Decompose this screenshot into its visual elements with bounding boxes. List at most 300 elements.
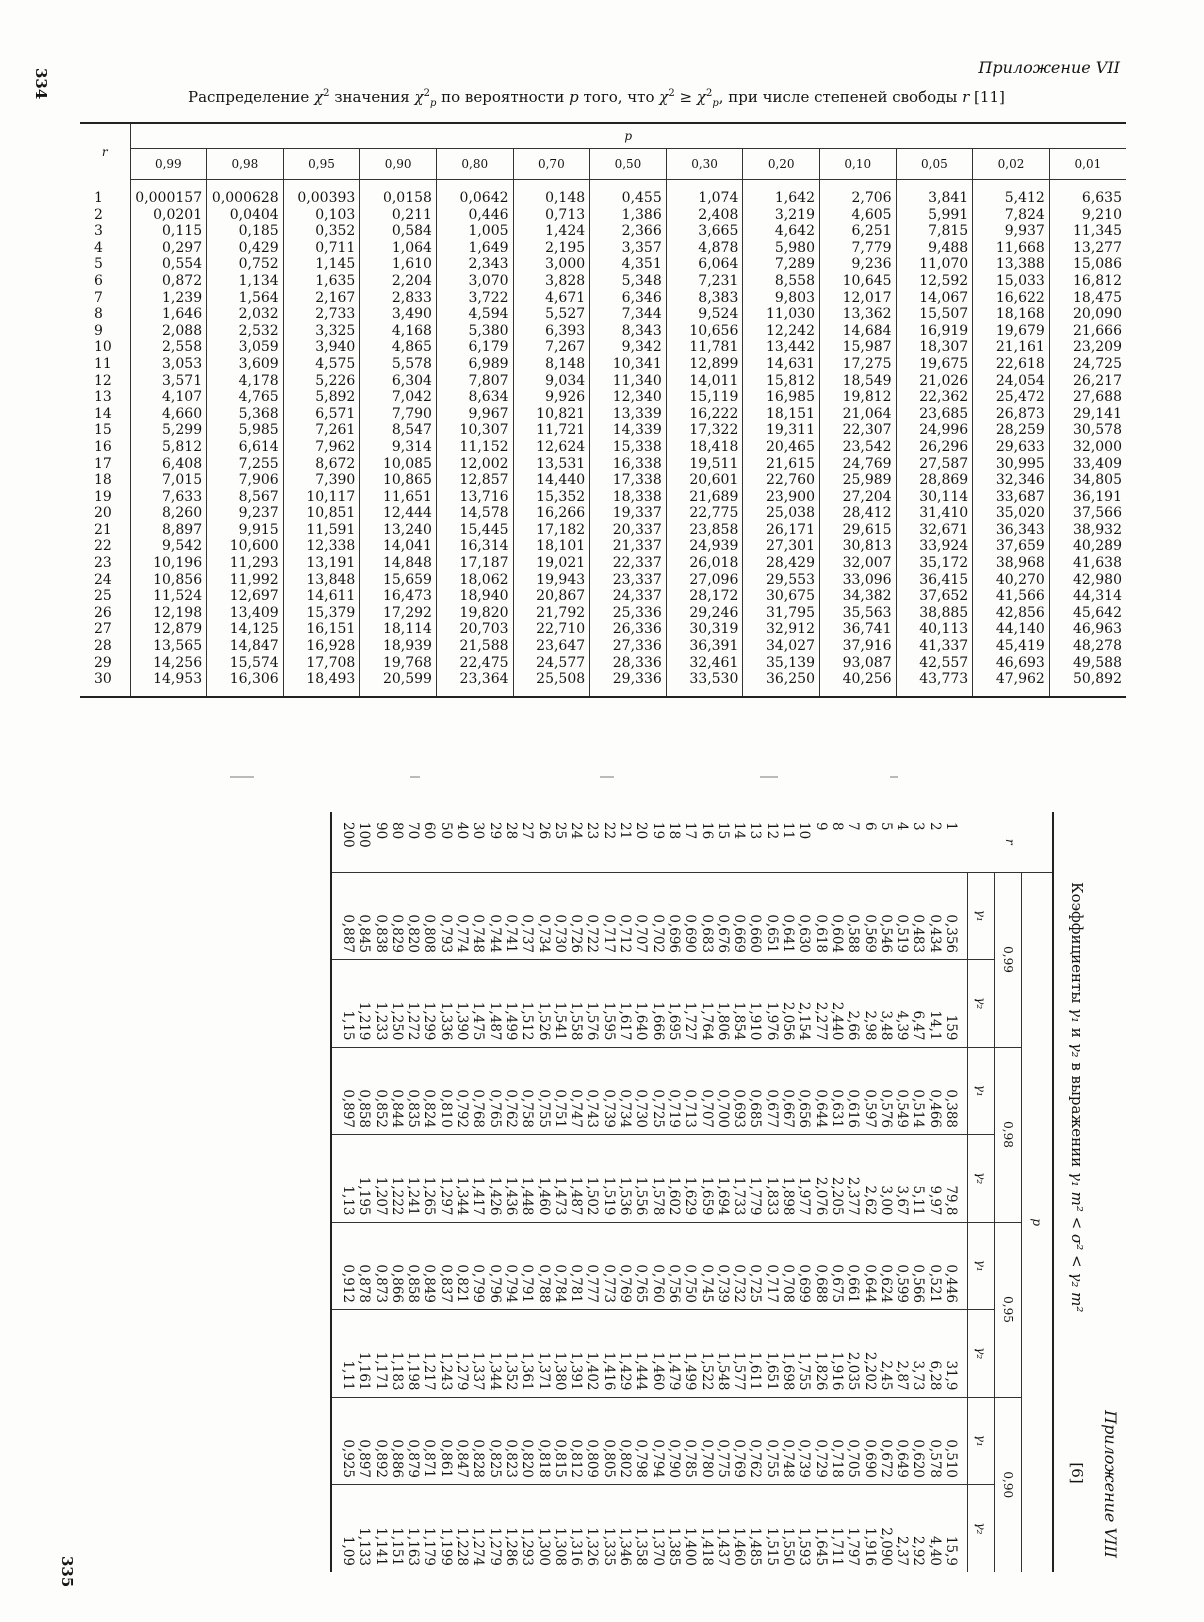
cell-value: 0,858	[356, 1047, 372, 1135]
cell-value: 14,011	[666, 373, 743, 390]
cell-value: 8,343	[590, 323, 667, 340]
cell-value: 6,635	[1081, 190, 1122, 206]
cell-value: 43,773	[896, 671, 973, 697]
cell-value: 1,346	[617, 1527, 634, 1566]
cell-value: 1,344	[486, 1310, 502, 1398]
table-row	[80, 406, 1126, 423]
cell-value: 0,732	[731, 1222, 747, 1310]
cell-degrees: 11	[780, 812, 796, 872]
table-row	[878, 812, 894, 1572]
cell-value: 0,429	[207, 240, 284, 257]
table-row	[763, 812, 779, 1572]
cell-value: 18,493	[283, 671, 360, 697]
cell-value: 14,041	[360, 538, 437, 555]
cell-value: 10,085	[360, 456, 437, 473]
cell-value: 0,739	[600, 1047, 616, 1135]
cell-value: 2,87	[894, 1310, 910, 1398]
cell-value: 12,340	[590, 389, 667, 406]
cell-value: 21,588	[436, 638, 513, 655]
table-row	[80, 240, 1126, 257]
cell-degrees: 21	[80, 522, 130, 539]
cell-value: 16,919	[896, 323, 973, 340]
cell-value: 0,588	[845, 872, 861, 960]
cell-value: 10,821	[513, 406, 590, 423]
cell-value: 1,358	[633, 1527, 650, 1566]
cell-value: 1,265	[421, 1135, 437, 1223]
cell-value: 25,989	[819, 472, 896, 489]
cell-value: 0,765	[633, 1222, 649, 1310]
cell-value: 1,250	[389, 960, 405, 1048]
cell-value: 3,059	[207, 339, 284, 356]
cell-value: 8,547	[360, 422, 437, 439]
cell-value: 21,689	[666, 489, 743, 506]
cell-value: 2,92	[910, 1535, 927, 1566]
cell-value: 15,574	[207, 655, 284, 672]
header-gamma: γ₂	[968, 960, 995, 1048]
cell-value: 0,780	[698, 1397, 714, 1485]
cell-value: 0,861	[438, 1397, 454, 1485]
cell-value: 33,924	[896, 538, 973, 555]
cell-value: 1,640	[633, 960, 649, 1048]
table-row	[80, 538, 1126, 555]
cell-degrees: 3	[80, 223, 130, 240]
cell-value: 12,899	[666, 356, 743, 373]
cell-value: 26,336	[590, 621, 667, 638]
cell-value: 12,338	[283, 538, 360, 555]
cell-value: 23,209	[1073, 339, 1122, 356]
cell-value: 0,774	[454, 872, 470, 960]
cell-value: 10,341	[590, 356, 667, 373]
cell-value: 24,769	[819, 456, 896, 473]
cell-value: 0,762	[503, 1047, 519, 1135]
cell-value: 22,760	[743, 472, 820, 489]
cell-value: 0,897	[356, 1397, 372, 1485]
cell-value: 7,906	[207, 472, 284, 489]
cell-value: 2,035	[845, 1310, 861, 1398]
cell-value: 45,419	[973, 638, 1050, 655]
cell-value: 15,033	[973, 273, 1050, 290]
cell-value: 2,343	[436, 256, 513, 273]
cell-value: 30,578	[1073, 422, 1122, 439]
cell-value: 16,222	[666, 406, 743, 423]
cell-degrees: 90	[372, 812, 388, 872]
cell-value: 0,739	[715, 1222, 731, 1310]
cell-degrees: 200	[331, 812, 356, 872]
cell-value: 1,286	[502, 1527, 519, 1566]
cell-value: 0,823	[503, 1397, 519, 1485]
cell-degrees: 13	[80, 389, 130, 406]
cell-value: 12,198	[130, 605, 207, 622]
cell-value: 14,067	[896, 290, 973, 307]
cell-degrees: 16	[698, 812, 714, 872]
cell-value: 0,794	[649, 1397, 665, 1485]
cell-degrees: 24	[80, 572, 130, 589]
cell-degrees: 17	[682, 812, 698, 872]
header-gamma: γ₂	[968, 1485, 995, 1573]
cell-degrees: 20	[80, 505, 130, 522]
cell-value: 0,805	[600, 1397, 616, 1485]
cell-value: 1,344	[454, 1135, 470, 1223]
cell-value: 1,326	[584, 1527, 601, 1566]
cell-value: 1,512	[519, 960, 535, 1048]
cell-value: 0,847	[454, 1397, 470, 1485]
cell-value: 27,688	[1073, 389, 1122, 406]
cell-value: 0,725	[747, 1222, 763, 1310]
cell-value: 3,490	[360, 306, 437, 323]
cell-value: 1,448	[519, 1135, 535, 1223]
cell-value: 6,304	[360, 373, 437, 390]
cell-value: 0,669	[731, 872, 747, 960]
cell-value: 19,820	[436, 605, 513, 622]
cell-degrees: 18	[666, 812, 682, 872]
cell-value: 0,620	[910, 1397, 926, 1485]
cell-value: 1,272	[405, 960, 421, 1048]
cell-value: 32,346	[973, 472, 1050, 489]
cell-value: 1,13	[331, 1135, 356, 1223]
cell-degrees: 28	[80, 638, 130, 655]
cell-degrees: 20	[633, 812, 649, 872]
cell-value: 1,617	[617, 960, 633, 1048]
cell-value: 1,910	[747, 960, 763, 1048]
appendix-vii-label: Приложение VII	[978, 58, 1120, 77]
cell-value: 1,299	[421, 960, 437, 1048]
cell-value: 10,196	[130, 555, 207, 572]
cell-value: 0,912	[331, 1222, 356, 1310]
cell-value: 1,646	[130, 306, 207, 323]
header-p: p	[1022, 872, 1054, 1572]
cell-value: 37,916	[819, 638, 896, 655]
cell-value: 23,858	[666, 522, 743, 539]
cell-value: 3,357	[590, 240, 667, 257]
table-row	[80, 555, 1126, 572]
table-row	[80, 489, 1126, 506]
cell-value: 36,191	[1073, 488, 1122, 505]
cell-value: 4,40	[926, 1535, 943, 1566]
cell-value: 19,812	[819, 389, 896, 406]
cell-value: 20,601	[666, 472, 743, 489]
cell-value: 5,812	[130, 439, 207, 456]
cell-value: 9,314	[360, 439, 437, 456]
cell-value: 14,578	[436, 505, 513, 522]
table-row	[552, 812, 568, 1572]
cell-degrees: 30	[470, 812, 486, 872]
cell-degrees: 21	[617, 812, 633, 872]
cell-value: 0,644	[812, 1047, 828, 1135]
table-row	[80, 588, 1126, 605]
cell-value: 0,886	[389, 1397, 405, 1485]
cell-value: 0,824	[421, 1047, 437, 1135]
header-probability: 0,80	[436, 149, 513, 180]
cell-value: 3,828	[513, 273, 590, 290]
cell-value: 1,977	[796, 1135, 812, 1223]
cell-value: 1,733	[731, 1135, 747, 1223]
cell-degrees: 4	[80, 240, 130, 257]
table-row	[519, 812, 535, 1572]
cell-value: 1,385	[665, 1527, 682, 1566]
cell-value: 32,007	[819, 555, 896, 572]
cell-value: 0,356	[943, 872, 968, 960]
cell-value: 22,475	[436, 655, 513, 672]
cell-value: 7,344	[590, 306, 667, 323]
cell-value: 0,699	[796, 1222, 812, 1310]
cell-value: 7,779	[819, 240, 896, 257]
cell-value: 0,781	[568, 1222, 584, 1310]
cell-value: 0,651	[763, 872, 779, 960]
cell-value: 1,337	[470, 1310, 486, 1398]
cell-degrees: 6	[80, 273, 130, 290]
cell-value: 0,809	[584, 1397, 600, 1485]
cell-value: 0,769	[617, 1222, 633, 1310]
cell-value: 18,151	[743, 406, 820, 423]
cell-value: 0,702	[649, 872, 665, 960]
cell-degrees: 4	[894, 812, 910, 872]
cell-value: 21,026	[896, 373, 973, 390]
cell-value: 46,693	[973, 655, 1050, 672]
cell-value: 1,316	[568, 1527, 585, 1566]
chi-square-grid	[80, 122, 1126, 698]
cell-value: 15,812	[743, 373, 820, 390]
cell-value: 0,739	[796, 1397, 812, 1485]
cell-value: 0,897	[331, 1047, 356, 1135]
cell-value: 21,161	[973, 339, 1050, 356]
cell-value: 15,379	[283, 605, 360, 622]
cell-value: 0,828	[470, 1397, 486, 1485]
cell-value: 6,251	[819, 223, 896, 240]
cell-value: 6,179	[436, 339, 513, 356]
cell-degrees: 5	[80, 256, 130, 273]
cell-value: 38,932	[1073, 521, 1122, 538]
header-probability: 0,90	[360, 149, 437, 180]
cell-value: 29,615	[819, 522, 896, 539]
cell-value: 7,255	[207, 456, 284, 473]
cell-value: 0,821	[454, 1222, 470, 1310]
cell-value: 0,887	[331, 872, 356, 960]
cell-value: 3,609	[207, 356, 284, 373]
cell-value: 1,522	[698, 1310, 714, 1398]
cell-value: 9,967	[436, 406, 513, 423]
cell-value: 5,412	[973, 180, 1050, 207]
cell-value: 21,064	[819, 406, 896, 423]
cell-value: 16,812	[1073, 272, 1122, 289]
cell-value: 18,168	[973, 306, 1050, 323]
table-row	[943, 812, 968, 1572]
cell-value: 6,571	[283, 406, 360, 423]
cell-value: 0,0642	[436, 180, 513, 207]
cell-value: 2,37	[894, 1535, 911, 1566]
cell-value: 1,595	[600, 960, 616, 1048]
cell-value: 1,161	[356, 1310, 372, 1398]
cell-value: 1,199	[437, 1527, 454, 1566]
cell-value: 18,940	[436, 588, 513, 605]
cell-value: 9,342	[590, 339, 667, 356]
cell-value: 48,278	[1073, 638, 1122, 655]
cell-value: 0,820	[519, 1397, 535, 1485]
cell-value: 1,602	[666, 1135, 682, 1223]
cell-value: 1,279	[486, 1527, 503, 1566]
cell-value: 0,388	[943, 1047, 968, 1135]
cell-value: 0,815	[552, 1397, 568, 1485]
cell-degrees: 27	[519, 812, 535, 872]
cell-value: 0,676	[715, 872, 731, 960]
table-row	[894, 812, 910, 1572]
cell-degrees: 5	[878, 812, 894, 872]
cell-value: 0,820	[405, 872, 421, 960]
cell-value: 36,415	[896, 572, 973, 589]
page-separator-marks	[200, 772, 920, 782]
cell-value: 11,345	[1073, 223, 1122, 240]
cell-value: 35,563	[819, 605, 896, 622]
cell-value: 1,487	[486, 960, 502, 1048]
cell-value: 15,119	[666, 389, 743, 406]
cell-value: 13,409	[207, 605, 284, 622]
table-row	[845, 812, 861, 1572]
cell-degrees: 19	[80, 489, 130, 506]
cell-value: 27,204	[819, 489, 896, 506]
table-row	[829, 812, 845, 1572]
cell-value: 10,117	[283, 489, 360, 506]
cell-value: 93,087	[819, 655, 896, 672]
cell-value: 0,661	[845, 1222, 861, 1310]
cell-value: 1,391	[568, 1310, 584, 1398]
table-row	[80, 373, 1126, 390]
cell-value: 1,424	[513, 223, 590, 240]
cell-value: 0,793	[438, 872, 454, 960]
cell-value: 50,892	[1073, 671, 1122, 688]
cell-value: 18,939	[360, 638, 437, 655]
cell-value: 1,195	[356, 1135, 372, 1223]
cell-value: 9,937	[973, 223, 1050, 240]
cell-value: 0,760	[649, 1222, 665, 1310]
cell-value: 0,185	[207, 223, 284, 240]
cell-value: 36,741	[819, 621, 896, 638]
cell-value: 0,000157	[130, 180, 207, 207]
cell-value: 4,178	[207, 373, 284, 390]
cell-value: 1,336	[438, 960, 454, 1048]
cell-value: 1,727	[682, 960, 698, 1048]
cell-degrees: 1	[80, 180, 130, 207]
cell-value: 3,665	[666, 223, 743, 240]
cell-value: 0,660	[747, 872, 763, 960]
cell-value: 2,98	[861, 960, 877, 1048]
cell-value: 0,510	[943, 1397, 968, 1485]
cell-value: 2,733	[283, 306, 360, 323]
cell-value: 24,337	[590, 588, 667, 605]
cell-value: 0,644	[861, 1222, 877, 1310]
cell-value: 79,8	[943, 1135, 968, 1223]
cell-value: 1,417	[470, 1135, 486, 1223]
cell-value: 13,362	[819, 306, 896, 323]
table-row	[421, 812, 437, 1572]
cell-degrees: 30	[80, 671, 130, 697]
separator-mark	[760, 776, 778, 778]
header-gamma: γ₁	[968, 1222, 995, 1310]
header-gamma: γ₂	[968, 1310, 995, 1398]
cell-value: 0,818	[535, 1397, 551, 1485]
separator-mark	[230, 776, 254, 778]
cell-value: 11,293	[207, 555, 284, 572]
cell-value: 31,9	[943, 1310, 968, 1398]
cell-value: 3,940	[283, 339, 360, 356]
cell-value: 34,027	[743, 638, 820, 655]
cell-value: 12,444	[360, 505, 437, 522]
table-row	[80, 572, 1126, 589]
cell-value: 2,076	[812, 1135, 828, 1223]
cell-value: 1,11	[331, 1310, 356, 1398]
cell-value: 0,798	[633, 1397, 649, 1485]
cell-value: 16,473	[360, 588, 437, 605]
cell-value: 0,211	[360, 207, 437, 224]
cell-degrees: 2	[80, 207, 130, 224]
cell-value: 0,672	[878, 1397, 894, 1485]
cell-value: 0,838	[372, 872, 388, 960]
table-row	[861, 812, 877, 1572]
cell-value: 6,064	[666, 256, 743, 273]
cell-value: 16,985	[743, 389, 820, 406]
table-row	[80, 207, 1126, 224]
cell-value: 14,684	[819, 323, 896, 340]
cell-value: 17,187	[436, 555, 513, 572]
cell-value: 5,368	[207, 406, 284, 423]
cell-value: 1,228	[454, 1527, 471, 1566]
cell-value: 1,279	[454, 1310, 470, 1398]
cell-degrees: 40	[454, 812, 470, 872]
cell-value: 20,090	[1073, 306, 1122, 323]
cell-value: 1,564	[207, 290, 284, 307]
cell-degrees: 15	[715, 812, 731, 872]
cell-degrees: 8	[80, 306, 130, 323]
cell-value: 20,465	[743, 439, 820, 456]
cell-value: 1,645	[812, 1527, 829, 1566]
cell-value: 0,737	[519, 872, 535, 960]
cell-value: 0,765	[486, 1047, 502, 1135]
cell-value: 0,758	[519, 1047, 535, 1135]
cell-value: 18,418	[666, 439, 743, 456]
cell-value: 22,362	[896, 389, 973, 406]
cell-value: 18,475	[1073, 289, 1122, 306]
cell-value: 0,683	[698, 872, 714, 960]
cell-value: 10,656	[666, 323, 743, 340]
cell-value: 1,548	[715, 1310, 731, 1398]
cell-value: 37,659	[973, 538, 1050, 555]
cell-value: 35,020	[973, 505, 1050, 522]
cell-value: 0,812	[568, 1397, 584, 1485]
cell-value: 7,815	[896, 223, 973, 240]
cell-value: 0,0404	[207, 207, 284, 224]
cell-value: 6,393	[513, 323, 590, 340]
cell-value: 15,352	[513, 489, 590, 506]
cell-value: 4,605	[819, 207, 896, 224]
cell-value: 2,205	[829, 1135, 845, 1223]
cell-value: 13,277	[1073, 239, 1122, 256]
cell-degrees: 9	[812, 812, 828, 872]
cell-value: 0,769	[731, 1397, 747, 1485]
cell-value: 12,697	[207, 588, 284, 605]
cell-value: 32,000	[1073, 438, 1122, 455]
cell-value: 1,698	[780, 1310, 796, 1398]
cell-value: 1,854	[731, 960, 747, 1048]
cell-value: 4,765	[207, 389, 284, 406]
cell-value: 41,566	[973, 588, 1050, 605]
header-probability: 0,98	[207, 149, 284, 180]
cell-value: 11,721	[513, 422, 590, 439]
cell-value: 18,338	[590, 489, 667, 506]
cell-value: 9,97	[926, 1135, 942, 1223]
cell-value: 0,297	[130, 240, 207, 257]
cell-degrees: 24	[568, 812, 584, 872]
cell-value: 1,151	[388, 1527, 405, 1566]
cell-value: 12,879	[130, 621, 207, 638]
cell-value: 1,499	[682, 1310, 698, 1398]
